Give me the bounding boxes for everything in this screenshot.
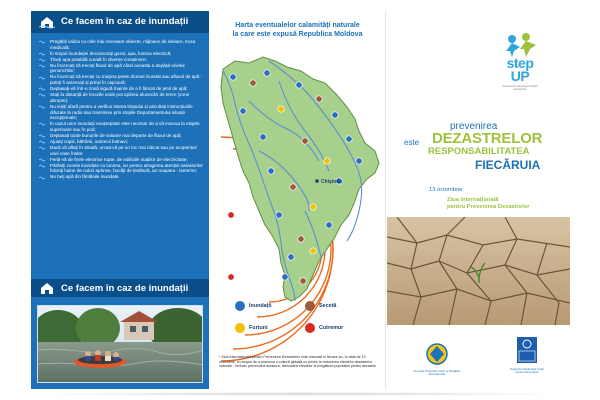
legend-label: Secetă bbox=[319, 303, 337, 309]
wave-bullet-icon bbox=[39, 58, 45, 62]
headline-dezastrelor: DEZASTRELOR bbox=[432, 130, 543, 147]
flood-tip-item bbox=[38, 133, 206, 139]
flood-tip-item bbox=[38, 86, 206, 92]
furtuni-icon bbox=[235, 323, 245, 333]
flood-tips-list bbox=[38, 39, 206, 261]
wave-bullet-icon bbox=[39, 146, 45, 150]
wave-bullet-icon bbox=[39, 93, 45, 97]
inundatii-icon bbox=[235, 301, 245, 311]
seceta-marker-icon bbox=[250, 80, 256, 86]
furtuni-marker-icon bbox=[324, 158, 330, 164]
inundatii-marker-icon bbox=[288, 254, 294, 260]
inundatii-marker-icon bbox=[260, 134, 266, 140]
wave-bullet-icon bbox=[39, 64, 45, 68]
flood-tip-item bbox=[38, 104, 206, 121]
legend-label: Furtuni bbox=[249, 325, 268, 331]
logo-text: step UP bbox=[506, 55, 534, 84]
city-label: Chișinău bbox=[321, 179, 343, 185]
map-title-line2: la care este expusă Republica Moldova bbox=[232, 31, 363, 38]
seceta-icon bbox=[305, 301, 315, 311]
undp-name: Programul Națiunilor Unite pentru Dezvoltare bbox=[510, 367, 544, 375]
flood-tip-item bbox=[38, 174, 206, 180]
furtuni-marker-icon bbox=[310, 248, 316, 254]
hazard-map-panel bbox=[209, 11, 386, 389]
flood-tip-text: Nu ieșiți afară pentru a verifica starea timpului și ascultați instrucțiunile difuzate la radio sau transmise prin stațiile Departamentului situații excepționale; bbox=[50, 103, 193, 121]
flood-tip-text: Țineți apa potabilă curată în diverse containere; bbox=[50, 56, 147, 62]
inundatii-marker-icon bbox=[346, 136, 352, 142]
inundatii-marker-icon bbox=[264, 70, 270, 76]
headline-fiecaruia: FIECĂRUIA bbox=[475, 158, 541, 172]
flood-tip-text: Nu încercați să treceți fluxul de apă când aceasta a depășit nivelul genunchilor; bbox=[50, 62, 185, 74]
furtuni-marker-icon bbox=[278, 106, 284, 112]
headline bbox=[387, 121, 570, 181]
flood-tip-item bbox=[38, 121, 206, 132]
undp-emblem bbox=[507, 337, 547, 363]
flood-tip-item bbox=[38, 157, 206, 163]
flood-tip-item bbox=[38, 63, 206, 74]
headline-responsabilitatea: RESPONSABILITATEA bbox=[428, 146, 530, 157]
seceta-marker-icon bbox=[298, 236, 304, 242]
inundatii-marker-icon bbox=[332, 112, 338, 118]
flood-tip-text: Dacă vă aflați în stradă, urcați-vă pe un loc mai ridicat sau pe acoperișul unei case înalte; bbox=[50, 144, 197, 156]
moldova-territory bbox=[221, 57, 379, 301]
seceta-marker-icon bbox=[302, 138, 308, 144]
hazard-legend bbox=[235, 301, 375, 343]
cutremur-marker-icon bbox=[228, 274, 234, 280]
wave-bullet-icon bbox=[39, 134, 45, 138]
seceta-marker-icon bbox=[290, 184, 296, 190]
inundatii-marker-icon bbox=[326, 222, 332, 228]
event-name-line2: pentru Prevenirea Dezastrelor bbox=[447, 204, 530, 210]
flood-boat-illustration bbox=[38, 306, 203, 383]
wave-bullet-icon bbox=[39, 140, 45, 144]
wave-bullet-icon bbox=[39, 40, 45, 44]
cutremur-marker-icon bbox=[228, 212, 234, 218]
event-name-line1: Ziua Internațională bbox=[447, 197, 499, 203]
flood-tip-item bbox=[38, 92, 206, 103]
flood-tip-text: Pregătiți valiza cu cele mai necesare obiecte, mijloace de salvare, trusa medicală; bbox=[50, 39, 196, 50]
flood-tip-text: Nu beți apă din fântânile inundate. bbox=[50, 174, 120, 180]
flood-tip-text: În cazul unor inundații neașteptate este necesar de a vă evacua la etajele superioare sau în pod; bbox=[50, 121, 200, 132]
flood-tip-text: Feriți-vă de firele electrice rupte, de edificiile stațiilor de electricitate; bbox=[50, 156, 188, 162]
flood-tip-item bbox=[38, 145, 206, 156]
flood-tip-text: Părăsiți zonele inundate cu luntrea, iar pentru atragerea atenției salvatorilor folosiți haine de culori aprinse, bucăți de țesătură, iar noaptea - lanterne; bbox=[50, 162, 203, 174]
map-title bbox=[209, 21, 386, 39]
flood-guidance-panel bbox=[31, 11, 209, 389]
wave-bullet-icon bbox=[39, 176, 45, 180]
brochure-shadow bbox=[26, 392, 574, 396]
event-date: 13 octombrie bbox=[429, 187, 463, 193]
flood-tip-text: În timpul inundației deconectați gazul, apa, lumina electrică; bbox=[50, 50, 172, 56]
wave-bullet-icon bbox=[39, 164, 45, 168]
footnote: * Ziua Internațională pentru Prevenirea Dezastrelor este marcată în fiecare an, în data de 13 octombrie, cu scopul de a promova o cultură globală cu privire la reducerea efectelor dezastrelor naturale - inclusiv prevenirea acestora, atenuarea efectelor și pregătirea populației pentru dezastre. bbox=[219, 355, 377, 369]
inundatii-marker-icon bbox=[276, 212, 282, 218]
flood-tip-text: Nu încercați să treceți cu mașina peste drumul inundat sau afluxul de apă - puteți fi antrenați și prinși în capcană; bbox=[50, 74, 203, 86]
capital-marker-icon bbox=[315, 179, 319, 183]
civil-protection-emblem bbox=[407, 343, 467, 365]
flood-tip-text: Deplasați-vă într-o zonă sigură înainte de a fi blocat de jetul de apă; bbox=[50, 86, 188, 92]
legend-label: Inundații bbox=[249, 303, 272, 309]
flood-photo-header bbox=[31, 279, 209, 297]
flood-tip-item bbox=[38, 163, 206, 174]
seceta-marker-icon bbox=[316, 96, 322, 102]
flood-guidance-header bbox=[31, 11, 209, 33]
wave-bullet-icon bbox=[39, 87, 45, 91]
flood-guidance-title: Ce facem în caz de inundații bbox=[61, 16, 189, 27]
flood-tip-item bbox=[38, 51, 206, 57]
flood-tip-item bbox=[38, 39, 206, 50]
cover-panel bbox=[387, 11, 570, 389]
flood-photo bbox=[37, 305, 203, 383]
civil-protection-name: Serviciul Protecției Civile și Situațiilor Excepționale bbox=[413, 369, 461, 377]
wave-bullet-icon bbox=[39, 158, 45, 162]
house-icon bbox=[39, 281, 55, 295]
inundatii-marker-icon bbox=[296, 82, 302, 88]
inundatii-marker-icon bbox=[282, 274, 288, 280]
wave-bullet-icon bbox=[39, 76, 45, 80]
seceta-marker-icon bbox=[300, 278, 306, 284]
inundatii-marker-icon bbox=[268, 168, 274, 174]
flood-tip-item bbox=[38, 57, 206, 63]
wave-bullet-icon bbox=[39, 122, 45, 126]
logo-subtitle: Jocul pentru reducerea riscurilor dezastrelor bbox=[502, 85, 538, 91]
headline-este: este bbox=[404, 138, 420, 147]
map-title-line1: Harta eventualelor calamități naturale bbox=[235, 22, 360, 29]
flood-tip-text: Stați la distanță de locurile unde pot apărea alunecări de teren (zone abrupte); bbox=[50, 92, 190, 103]
cracked-earth-illustration bbox=[387, 217, 570, 325]
wave-bullet-icon bbox=[39, 105, 45, 109]
legend-label: Cutremur bbox=[319, 325, 344, 331]
headline-prevenirea: prevenirea bbox=[450, 121, 498, 132]
undp-logo bbox=[507, 337, 547, 375]
event-name bbox=[447, 197, 567, 211]
house-icon bbox=[39, 15, 55, 29]
flood-tip-item bbox=[38, 74, 206, 85]
wave-bullet-icon bbox=[39, 52, 45, 56]
drought-photo bbox=[387, 217, 570, 325]
cutremur-icon bbox=[305, 323, 315, 333]
partner-logos bbox=[387, 333, 570, 389]
flood-tip-text: Ajutați copiii, bătrânii, oamenii bolnavi; bbox=[50, 138, 128, 144]
inundatii-marker-icon bbox=[356, 158, 362, 164]
civil-protection-logo bbox=[407, 343, 467, 377]
flood-tip-item bbox=[38, 139, 206, 145]
step-up-logo bbox=[500, 33, 540, 99]
flood-photo-title: Ce facem în caz de inundații bbox=[61, 283, 189, 294]
inundatii-marker-icon bbox=[230, 74, 236, 80]
furtuni-marker-icon bbox=[310, 204, 316, 210]
inundatii-marker-icon bbox=[240, 108, 246, 114]
flood-tip-text: Deplasați toate bunurile de valoare mai departe de fluxul de apă; bbox=[50, 132, 182, 138]
